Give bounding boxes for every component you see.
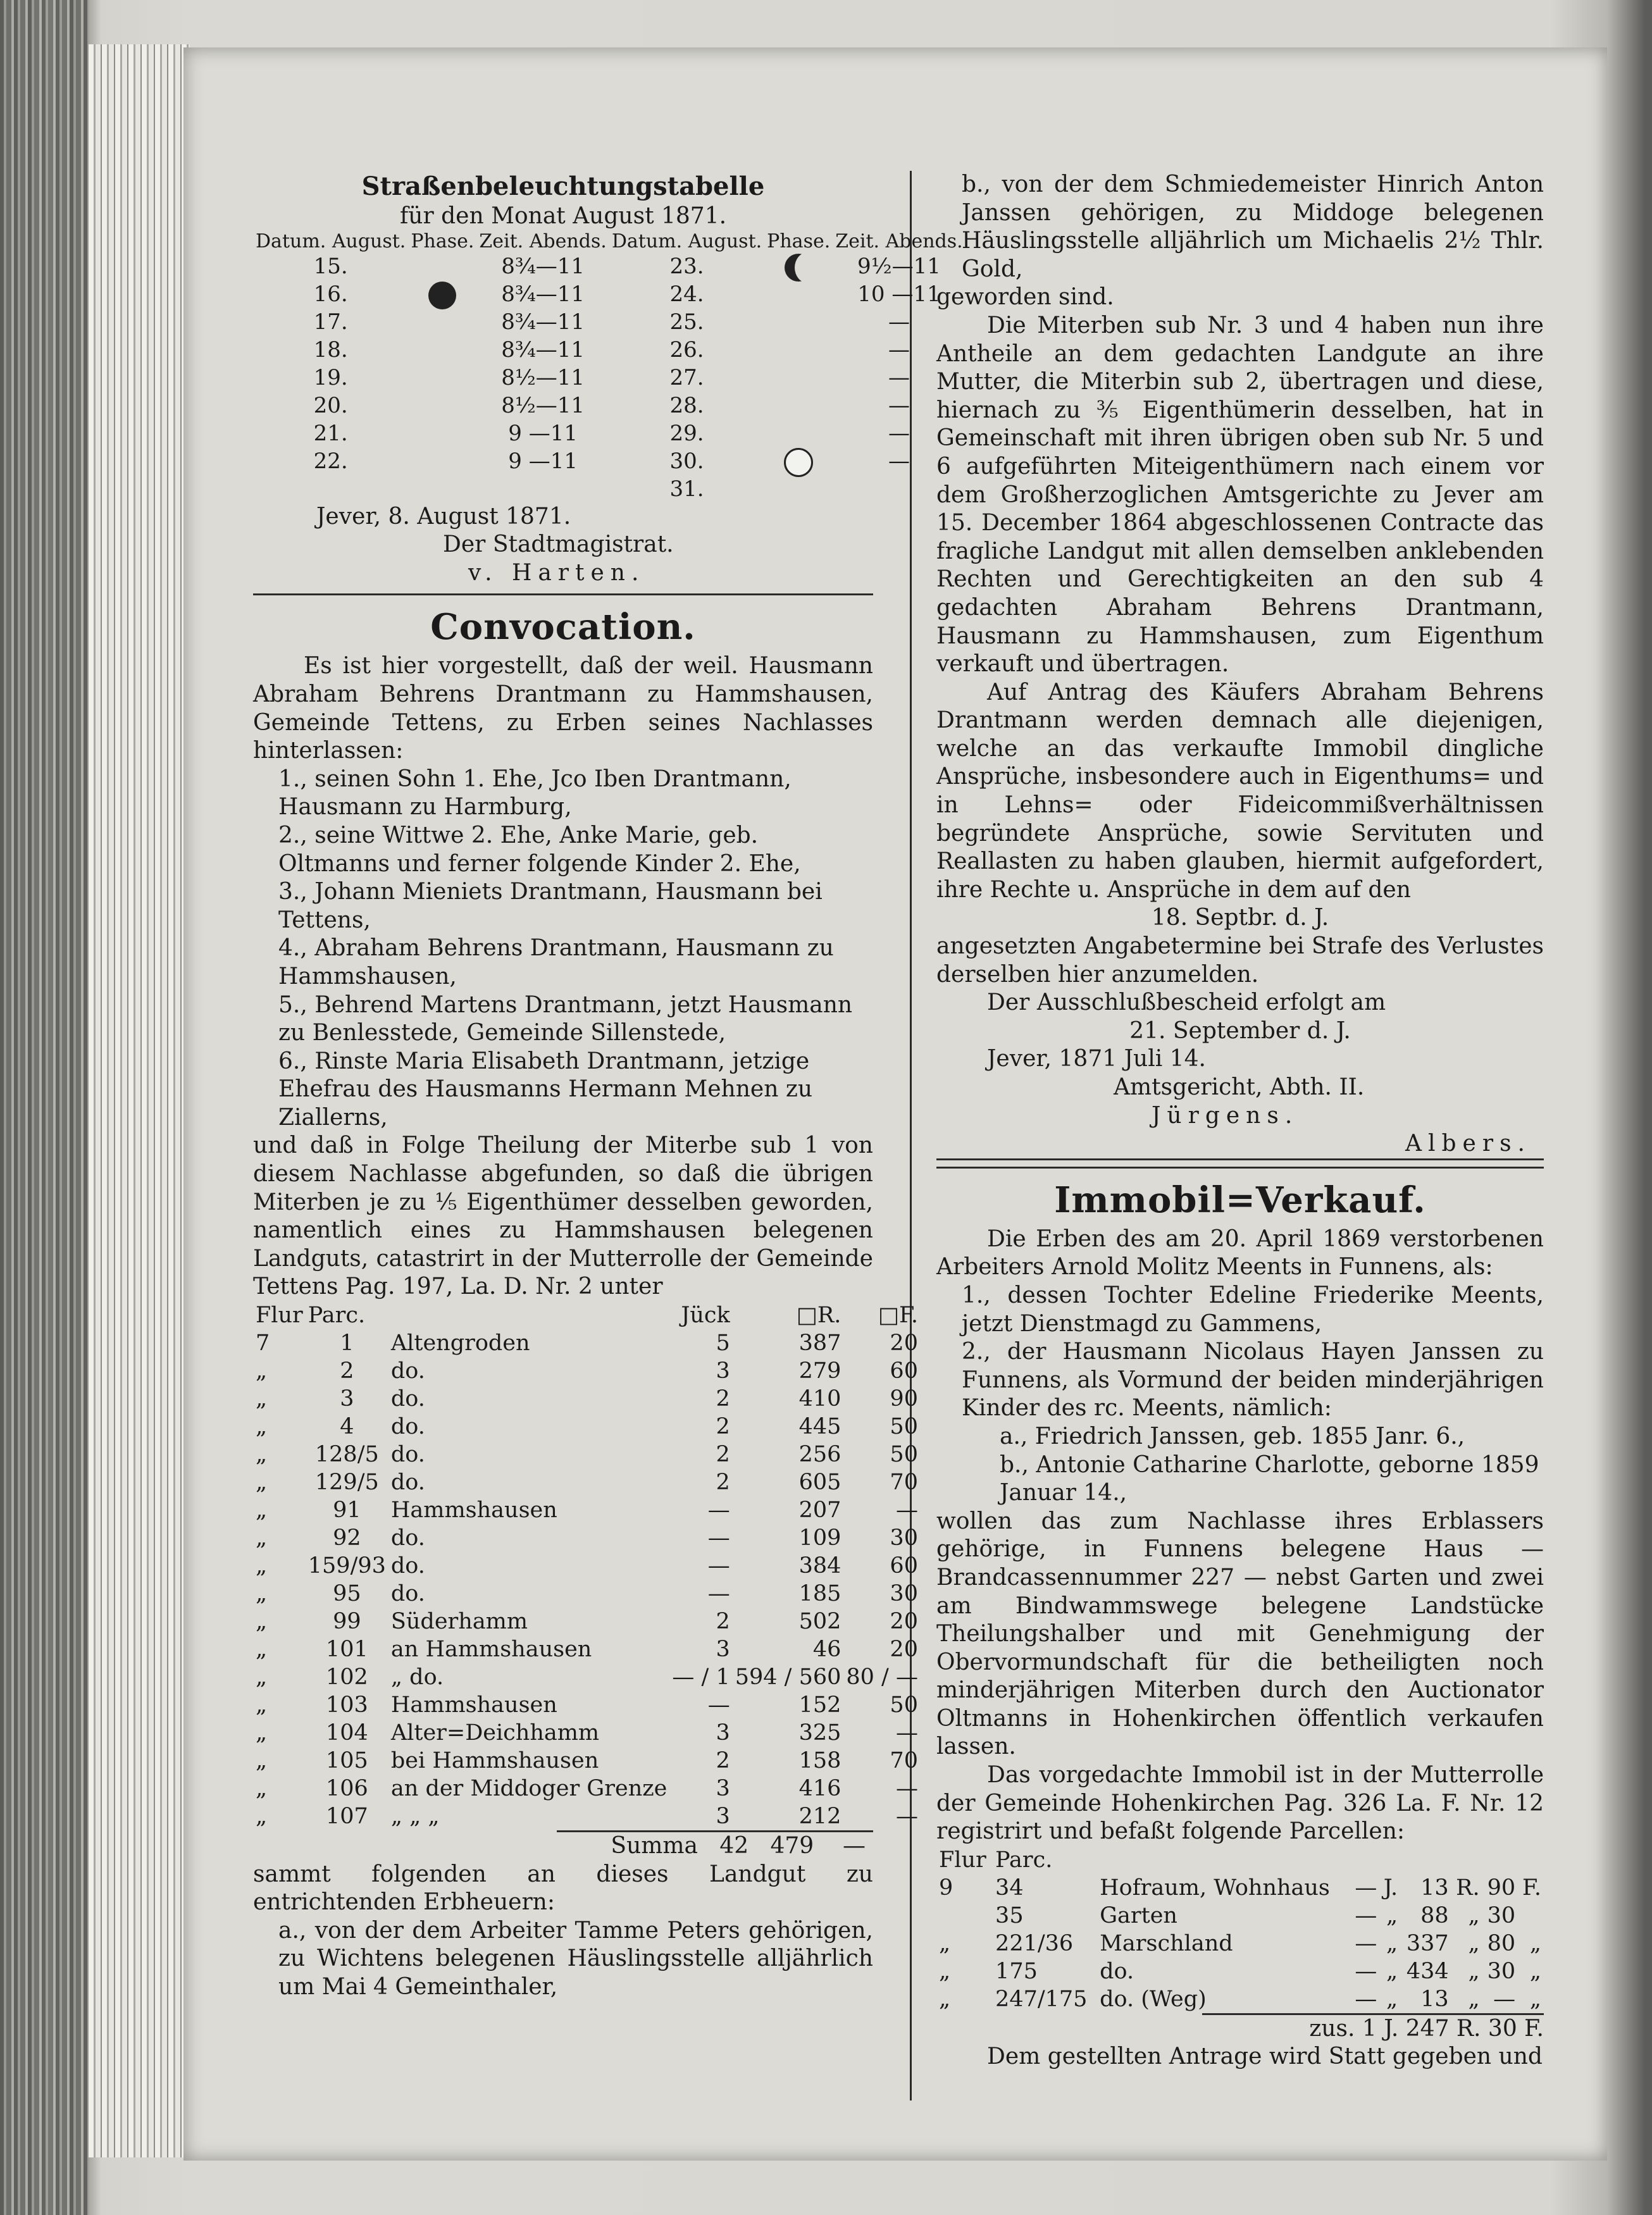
parcel-table — [253, 1301, 921, 1830]
parcel-row — [253, 1468, 921, 1496]
parcel-row — [253, 1802, 921, 1830]
parcel-cell: 2 — [716, 1470, 730, 1496]
bescheid-date: 21. September d. J. — [1129, 1017, 1351, 1044]
parcel-cell: do. — [390, 1442, 425, 1468]
lighting-signature: v. Harten. — [468, 559, 645, 586]
immobil-cell: „ — [1386, 1986, 1398, 2012]
lighting-table — [253, 231, 966, 503]
immobil-cell: J. — [1383, 1875, 1398, 1901]
para-4: angesetzten Angabetermine bei Strafe des Verlustes derselben hier anzumelden. — [936, 933, 1544, 988]
parcel-cell: — — [707, 1553, 730, 1579]
r-time: — — [888, 337, 910, 363]
l-date: 21. — [313, 420, 348, 446]
parcel-cell: „ — [256, 1442, 268, 1468]
immobil-cell: — — [1355, 1902, 1377, 1928]
r-time: 10 —11 — [857, 281, 941, 307]
immobil-cell: „ — [1468, 1930, 1480, 1956]
l-date: 17. — [313, 309, 348, 335]
l-time: 8¾—11 — [501, 309, 585, 335]
immobil-cell: Hofraum, Wohnhaus — [1100, 1875, 1330, 1901]
parcel-cell: 99 — [333, 1609, 361, 1635]
l-time: 8½—11 — [501, 364, 585, 390]
l-time: 9 —11 — [508, 448, 578, 474]
summa-ruthen: 479 — [770, 1833, 814, 1859]
summa-jueck: 42 — [719, 1833, 749, 1859]
heir-6: 6., Rinste Maria Elisabeth Drantmann, jetzige Ehefrau des Hausmanns Hermann Mehnen zu Ziallerns, — [278, 1048, 813, 1131]
parcel-cell: bei Hammshausen — [390, 1748, 599, 1774]
parcel-cell: 212 — [798, 1804, 842, 1830]
parcel-cell: — — [707, 1692, 730, 1718]
parcel-row — [253, 1580, 921, 1608]
immobil-cell: 80 — [1487, 1930, 1516, 1956]
parcel-cell: 2 — [716, 1386, 730, 1412]
convocation-intro: Es ist hier vorgestellt, daß der weil. Hausmann Abraham Behrens Drantmann zu Hammshausen, Gemeinde Tettens, zu Erben seines Nachlasses hinterlassen: — [253, 653, 873, 764]
parcel-cell: 107 — [325, 1804, 368, 1830]
item-a: a., von der dem Arbeiter Tamme Peters gehörigen, zu Wichtens belegenen Häuslingsstelle alljährlich um Mai 4 Gemeinthaler, — [278, 1917, 873, 2000]
signature-juergens: Jürgens. — [1152, 1102, 1299, 1129]
immobil-child-a: a., Friedrich Janssen, geb. 1855 Janr. 6., — [1000, 1423, 1465, 1449]
lighting-place-date: Jever, 8. August 1871. — [316, 503, 571, 530]
immobil-row — [936, 1958, 1544, 1985]
full-moon-icon — [784, 448, 813, 477]
parcel-cell: — / 1 — [672, 1665, 730, 1691]
parcel-cell: 158 — [798, 1748, 842, 1774]
parcel-cell: 50 — [890, 1414, 918, 1440]
parcel-row — [253, 1357, 921, 1385]
parcel-cell: 20 — [890, 1637, 918, 1663]
hdr-datum-2: Datum. August. — [611, 230, 762, 252]
immobil-heir-1: 1., dessen Tochter Edeline Friederike Meents, jetzt Dienstmagd zu Gammens, — [962, 1282, 1544, 1337]
parcel-cell: — — [895, 1776, 918, 1802]
parcel-cell: 416 — [798, 1776, 842, 1802]
immobil-cell: „ — [939, 1958, 951, 1984]
parcel-cell: 105 — [325, 1748, 368, 1774]
immobil-cell: 9 — [939, 1875, 953, 1901]
immobil-cell: — — [1493, 1986, 1516, 2012]
parcel-cell: — — [707, 1525, 730, 1551]
parcel-cell: „ — [256, 1414, 268, 1440]
parcel-cell: „ — [256, 1748, 268, 1774]
immobil-row — [936, 1874, 1544, 1902]
r-time: — — [888, 392, 910, 418]
parcel-cell: do. — [390, 1358, 425, 1384]
immobil-cell: 175 — [995, 1958, 1038, 1984]
parcel-cell: 7 — [256, 1331, 270, 1356]
immobil-cell — [1518, 1902, 1544, 1930]
immobil-intro: Die Erben des am 20. April 1869 verstorbenen Arbeiters Arnold Molitz Meents in Funnens, als: — [936, 1225, 1544, 1281]
page-edges — [89, 44, 190, 2157]
parcel-cell: „ „ „ — [390, 1804, 440, 1830]
parcel-cell: 325 — [798, 1720, 842, 1746]
immobil-title: Immobil=Verkauf. — [1054, 1179, 1426, 1221]
immobil-cell: Marschland — [1100, 1930, 1233, 1956]
parcel-row — [253, 1496, 921, 1524]
immobil-cell: „ — [1468, 1986, 1480, 2012]
immobil-cell: 30 — [1487, 1902, 1516, 1928]
parcel-cell: 129/5 — [314, 1470, 379, 1496]
heir-3: 3., Johann Mieniets Drantmann, Hausmann bei Tettens, — [278, 879, 823, 933]
first-quarter-moon-icon — [785, 254, 812, 282]
parcel-cell: 70 — [890, 1748, 918, 1774]
immobil-cell: 13 — [1420, 1875, 1449, 1901]
immobil-heir-2: 2., der Hausmann Nicolaus Hayen Janssen zu Funnens, als Vormund der beiden minderjährigen Kinder des rc. Meents, nämlich: — [962, 1339, 1544, 1422]
immobil-cell: 221/36 — [995, 1930, 1074, 1956]
parcel-cell: 256 — [798, 1442, 842, 1468]
summa-label: Summa — [611, 1833, 698, 1859]
r-date: 27. — [669, 364, 704, 390]
parcel-cell: 279 — [798, 1358, 842, 1384]
immobil-cell: do. — [1100, 1958, 1134, 1984]
parcel-cell: 60 — [890, 1358, 918, 1384]
parcel-row — [253, 1719, 921, 1747]
immobil-cell: „ — [1386, 1958, 1398, 1984]
parcel-cell: 30 — [890, 1525, 918, 1551]
parcel-cell: 106 — [325, 1776, 368, 1802]
parcel-cell: „ — [256, 1720, 268, 1746]
immobil-row — [936, 1985, 1544, 2013]
l-time: 9 —11 — [508, 420, 578, 446]
immobil-cell: Garten — [1100, 1902, 1177, 1928]
parcel-cell: 384 — [798, 1553, 842, 1579]
parcel-cell: „ — [256, 1804, 268, 1830]
parcel-row — [253, 1441, 921, 1468]
parcel-cell: Altengroden — [390, 1331, 530, 1356]
immobil-cell: 434 — [1406, 1958, 1449, 1984]
book-binding — [0, 0, 89, 2215]
bescheid: Der Ausschlußbescheid erfolgt am — [987, 990, 1386, 1016]
immobil-closing: Dem gestellten Antrage wird Statt gegeben und — [987, 2044, 1543, 2070]
immobil-row — [936, 1902, 1544, 1930]
immobil-cell: 34 — [995, 1875, 1024, 1901]
parcel-row — [253, 1413, 921, 1441]
para-2: Die Miterben sub Nr. 3 und 4 haben nun ihre Antheile an dem gedachten Landgute an ihre Mutter, die Miterbin sub 2, übertragen und diese, hiernach zu ⅗ Eigenthümerin desselben, hat in Gemeinschaft mit ihren übrigen oben sub Nr. 5 und 6 aufgeführten Miteigenthümern nach einem vor dem Großherzoglichen Amtsgerichte zu Jever am 15. December 1864 abgeschlossenen Contracte das fragliche Landgut mit allen demselben anklebenden Rechten und Gerechtigkeiten an den sub 4 gedachten Abraham Behrens Drantmann, Hausmann zu Hammshausen, zum Eigenthum verkauft und übertragen. — [936, 312, 1544, 678]
new-moon-icon — [428, 282, 456, 309]
parcel-cell: 387 — [798, 1331, 842, 1356]
hdr-flur: Flur — [939, 1847, 986, 1873]
parcel-cell: do. — [390, 1553, 425, 1579]
immobil-cell: 90 — [1487, 1875, 1516, 1901]
termin-date: 18. Septbr. d. J. — [1151, 905, 1329, 931]
hdr-zeit-2: Zeit. Abends. — [835, 230, 963, 252]
parcel-cell: 1 — [340, 1331, 354, 1356]
parcel-row — [253, 1747, 921, 1775]
r-time: — — [888, 364, 910, 390]
parcel-cell: 410 — [798, 1386, 842, 1412]
convocation-place-date: Jever, 1871 Juli 14. — [987, 1046, 1206, 1072]
hdr-parc: Parc. — [307, 1303, 366, 1329]
parcel-cell: 4 — [340, 1414, 354, 1440]
l-date: 15. — [313, 253, 348, 279]
parcel-row — [253, 1663, 921, 1691]
parcel-cell: 20 — [890, 1609, 918, 1635]
immobil-cell: do. (Weg) — [1100, 1986, 1207, 2012]
parcel-cell: „ — [256, 1665, 268, 1691]
parcel-cell: „ — [256, 1386, 268, 1412]
parcel-cell: 70 — [890, 1470, 918, 1496]
immobil-cell: 30 — [1487, 1958, 1516, 1984]
parcel-cell: „ — [256, 1358, 268, 1384]
parcel-cell: „ — [256, 1581, 268, 1607]
parcel-cell: 50 — [890, 1692, 918, 1718]
parcel-cell: — — [895, 1804, 918, 1830]
parcel-row — [253, 1608, 921, 1635]
parcel-cell: Süderhamm — [390, 1609, 528, 1635]
parcel-cell: „ — [256, 1637, 268, 1663]
r-date: 30. — [669, 448, 704, 474]
parcel-cell: 2 — [340, 1358, 354, 1384]
parcel-cell: 502 — [798, 1609, 842, 1635]
hdr-zeit-1: Zeit. Abends. — [479, 230, 607, 252]
hdr-ruthen: □R. — [796, 1303, 842, 1329]
parcel-cell: 101 — [325, 1637, 368, 1663]
immobil-cell: — — [1355, 1958, 1377, 1984]
immobil-cell: — — [1355, 1986, 1377, 2012]
immobil-cell: 247/175 — [995, 1986, 1088, 2012]
parcel-row — [253, 1691, 921, 1719]
immobil-cell: 13 — [1420, 1986, 1449, 2012]
geworden: geworden sind. — [936, 284, 1114, 311]
l-date: 18. — [313, 337, 348, 363]
parcel-row — [253, 1524, 921, 1552]
parcel-cell: 207 — [798, 1498, 842, 1523]
parcel-cell: „ — [256, 1498, 268, 1523]
parcel-cell: 91 — [333, 1498, 361, 1523]
r-date: 23. — [669, 253, 704, 279]
immobil-body-2: Das vorgedachte Immobil ist in der Mutterrolle der Gemeinde Hohenkirchen Pag. 326 La. F. Nr. 12 registrirt und befaßt folgende Parcellen: — [936, 1762, 1544, 1845]
parcel-cell: 60 — [890, 1553, 918, 1579]
parcel-cell: 128/5 — [314, 1442, 379, 1468]
parcel-cell: — — [895, 1720, 918, 1746]
immobil-cell: „ — [1468, 1902, 1480, 1928]
lighting-title: Straßenbeleuchtungstabelle — [361, 171, 765, 201]
parcel-cell: do. — [390, 1581, 425, 1607]
parcel-cell: 46 — [812, 1637, 842, 1663]
immobil-child-b: b., Antonie Catharine Charlotte, geborne 1859 Januar 14., — [1000, 1451, 1539, 1506]
parcel-cell: Hammshausen — [390, 1498, 557, 1523]
parcel-cell: „ — [256, 1525, 268, 1551]
parcel-cell: an Hammshausen — [390, 1637, 592, 1663]
parcel-cell: 159/93 — [307, 1553, 386, 1579]
r-time: — — [888, 448, 910, 474]
immobil-cell: „ — [1386, 1930, 1398, 1956]
parcel-cell: 102 — [325, 1665, 368, 1691]
immobil-body: wollen das zum Nachlasse ihres Erblassers gehörige, in Funnens belegene Haus — Brandcassennummer 227 — nebst Garten und zwei am Bindwammswege belegene Landstücke Theilungshalber und mit Genehmigung der Obervormundschaft für die betheiligten noch minderjährigen Miterben durch den Auctionator Oltmanns in Hohenkirchen öffentlich verkaufen lassen. — [936, 1508, 1544, 1760]
r-date: 25. — [669, 309, 704, 335]
parcel-cell: 594 / 560 — [735, 1665, 842, 1691]
r-date: 31. — [669, 476, 704, 502]
parcel-cell: 95 — [333, 1581, 361, 1607]
summa-row — [557, 1830, 873, 1861]
heir-1: 1., seinen Sohn 1. Ehe, Jco Iben Drantmann, Hausmann zu Harmburg, — [278, 766, 792, 821]
section-divider — [936, 1167, 1544, 1169]
parcel-cell: 109 — [798, 1525, 842, 1551]
parcel-cell: 185 — [798, 1581, 842, 1607]
r-time: — — [888, 420, 910, 446]
immobil-cell — [936, 1902, 993, 1930]
immobil-cell: „ — [939, 1930, 951, 1956]
parcel-cell: Hammshausen — [390, 1692, 557, 1718]
lighting-authority: Der Stadtmagistrat. — [443, 531, 674, 558]
parcel-cell: — — [895, 1498, 918, 1523]
l-date: 19. — [313, 364, 348, 390]
immobil-cell: — — [1355, 1930, 1377, 1956]
hdr-datum-1: Datum. August. — [256, 230, 406, 252]
parcel-cell: „ do. — [390, 1665, 444, 1691]
l-time: 8¾—11 — [501, 253, 585, 279]
para-3: Auf Antrag des Käufers Abraham Behrens Drantmann werden demnach alle diejenigen, welche an das verkaufte Immobil dingliche Ansprüche, insbesondere auch in Eigenthums= und in Lehns= oder Fideicommißverhältnissen begründete Ansprüche, sowie Servituten und Reallasten zu haben glauben, hiermit aufgefordert, ihre Rechte u. Ansprüche in dem auf den — [936, 679, 1544, 903]
immobil-cell: 337 — [1406, 1930, 1449, 1956]
immobil-cell: „ — [1529, 1986, 1541, 2012]
heir-2: 2., seine Wittwe 2. Ehe, Anke Marie, geb. Oltmanns und ferner folgende Kinder 2. Ehe, — [278, 822, 801, 877]
immobil-cell: — — [1355, 1875, 1377, 1901]
parcel-cell: 50 — [890, 1442, 918, 1468]
r-date: 28. — [669, 392, 704, 418]
heir-5: 5., Behrend Martens Drantmann, jetzt Hausmann zu Benlesstede, Gemeinde Sillenstede, — [278, 991, 853, 1046]
parcel-cell: „ — [256, 1692, 268, 1718]
parcel-cell: 2 — [716, 1442, 730, 1468]
immobil-cell: F. — [1522, 1875, 1541, 1901]
immobil-row — [936, 1930, 1544, 1958]
parcel-row — [253, 1385, 921, 1413]
parcel-cell: „ — [256, 1776, 268, 1802]
immobil-cell: „ — [1468, 1958, 1480, 1984]
hdr-phase-2: Phase. — [767, 230, 831, 252]
after-table: sammt folgenden an dieses Landgut zu entrichtenden Erbheuern: — [253, 1861, 873, 1916]
parcel-cell: 104 — [325, 1720, 368, 1746]
parcel-cell: 3 — [716, 1358, 730, 1384]
parcel-cell: 5 — [716, 1331, 730, 1356]
parcel-cell: „ — [256, 1553, 268, 1579]
parcel-cell: Alter=Deichhamm — [390, 1720, 600, 1746]
immobil-cell: „ — [1529, 1958, 1541, 1984]
parcel-cell: an der Middoger Grenze — [390, 1776, 668, 1802]
signature-albers: Albers. — [936, 1130, 1544, 1160]
parcel-cell: 80 / — — [846, 1665, 918, 1691]
immobil-total: zus. 1 J. 247 R. 30 F. — [1202, 2013, 1544, 2044]
immobil-cell: 88 — [1420, 1902, 1449, 1928]
parcel-cell: 3 — [340, 1386, 354, 1412]
parcel-cell: 2 — [716, 1609, 730, 1635]
parcel-cell: 445 — [798, 1414, 842, 1440]
convocation-middle: und daß in Folge Theilung der Miterbe sub 1 von diesem Nachlasse abgefunden, so daß die übrigen Miterben je zu ⅕ Eigenthümer desselben geworden, namentlich eines zu Hammshausen belegenen Landguts, catastrirt in der Mutterrolle der Gemeinde Tettens Pag. 197, La. D. Nr. 2 unter — [253, 1132, 873, 1300]
immobil-cell: „ — [1386, 1902, 1398, 1928]
l-date: 22. — [313, 448, 348, 474]
r-date: 24. — [669, 281, 704, 307]
parcel-row — [253, 1635, 921, 1663]
immobil-cell: R. — [1456, 1875, 1480, 1901]
parcel-row — [253, 1552, 921, 1580]
court: Amtsgericht, Abth. II. — [1114, 1074, 1365, 1100]
convocation-title: Convocation. — [430, 606, 696, 648]
item-b: b., von der dem Schmiedemeister Hinrich Anton Janssen gehörigen, zu Middoge belegenen Häuslingsstelle alljährlich um Michaelis 2½ Thlr. Gold, — [962, 171, 1544, 282]
r-time: — — [888, 309, 910, 335]
parcel-cell: 90 — [890, 1386, 918, 1412]
parcel-row — [253, 1775, 921, 1802]
parcel-cell: 30 — [890, 1581, 918, 1607]
parcel-cell: 3 — [716, 1637, 730, 1663]
r-date: 29. — [669, 420, 704, 446]
r-date: 26. — [669, 337, 704, 363]
parcel-cell: 20 — [890, 1331, 918, 1356]
hdr-flur: Flur — [256, 1303, 303, 1329]
left-column — [253, 171, 963, 2002]
parcel-cell: 3 — [716, 1804, 730, 1830]
summa-fuss: — — [843, 1833, 866, 1859]
hdr-fuss: □F. — [878, 1303, 918, 1329]
parcel-cell: 2 — [716, 1414, 730, 1440]
parcel-cell: „ — [256, 1609, 268, 1635]
l-time: 8¾—11 — [501, 281, 585, 307]
lighting-subtitle: für den Monat August 1871. — [399, 203, 727, 229]
l-date: 20. — [313, 392, 348, 418]
parcel-cell: do. — [390, 1386, 425, 1412]
section-divider — [253, 593, 873, 595]
parcel-cell: „ — [256, 1470, 268, 1496]
parcel-cell: do. — [390, 1470, 425, 1496]
immobil-cell: „ — [939, 1986, 951, 2012]
parcel-cell: 92 — [333, 1525, 361, 1551]
hdr-jueck: Jück — [681, 1303, 730, 1329]
l-time: 8¾—11 — [501, 337, 585, 363]
parcel-cell: do. — [390, 1414, 425, 1440]
parcel-cell: 103 — [325, 1692, 368, 1718]
l-time: 8½—11 — [501, 392, 585, 418]
hdr-parc: Parc. — [995, 1847, 1053, 1873]
immobil-parcel-table — [936, 1846, 1544, 2013]
parcel-cell: — — [707, 1498, 730, 1523]
parcel-cell: 152 — [798, 1692, 842, 1718]
parcel-cell: 3 — [716, 1720, 730, 1746]
r-time: 9½—11 — [857, 253, 941, 279]
parcel-cell: 3 — [716, 1776, 730, 1802]
right-column — [936, 171, 1544, 2071]
heir-4: 4., Abraham Behrens Drantmann, Hausmann zu Hammshausen, — [278, 935, 834, 990]
parcel-cell: 2 — [716, 1748, 730, 1774]
parcel-cell: do. — [390, 1525, 425, 1551]
parcel-row — [253, 1329, 921, 1357]
parcel-cell: — — [707, 1581, 730, 1607]
parcel-cell: 605 — [798, 1470, 842, 1496]
hdr-phase-1: Phase. — [411, 230, 475, 252]
immobil-cell: 35 — [995, 1902, 1024, 1928]
l-date: 16. — [313, 281, 348, 307]
immobil-cell: „ — [1529, 1930, 1541, 1956]
